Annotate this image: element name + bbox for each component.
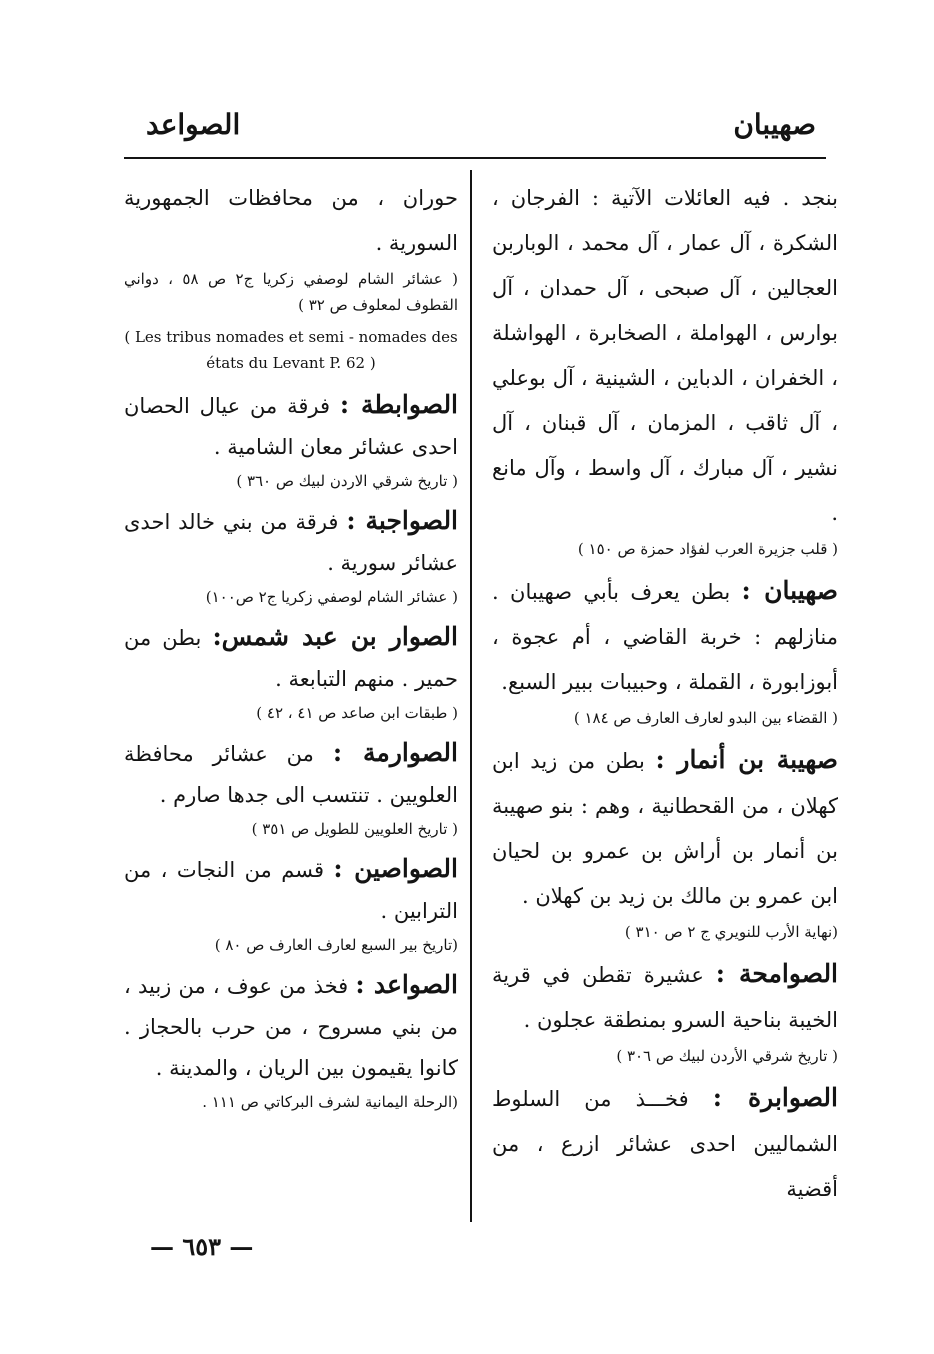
entry-headword: الصوابطة : — [339, 390, 459, 419]
entry — [492, 1075, 838, 1212]
entry-body: عشيرة تقطن في قرية الخيبة بناحية السرو بمنطقة عجلون . — [492, 963, 838, 1032]
citation: (الرحلة اليمانية لشرف البركاتي ص ١١١ . — [202, 1093, 458, 1111]
entry — [492, 568, 838, 705]
citation: ( عشائر الشام لوصفي زكريا ج٢ ص ٥٨ ، دواني القطوف لمعلوف ص ٣٢ ) — [124, 270, 458, 314]
running-head-left: الصواعد — [146, 108, 241, 141]
entry — [492, 737, 838, 919]
entry-headword: الصواعد : — [355, 970, 458, 999]
entry-headword: صهيبة بن أنمار : — [655, 745, 838, 774]
entry-headword: صهيبان : — [741, 576, 838, 605]
entry-continuation: حوران ، من محافظات الجمهورية السورية . — [124, 186, 458, 255]
entry-headword: الصوار بن عبد شمس: — [212, 622, 458, 651]
entry-headword: الصوارمة : — [332, 738, 458, 767]
entry-body: بطن من زيد ابن كهلان ، من القحطانية ، وهم : بنو صهيبة بن أنمار بن أراش بن عمرو بن لحيان ابن عمرو بن مالك بن زيد بن كهلان . — [492, 749, 838, 908]
entry-headword: الصواجبة : — [346, 506, 459, 535]
entry-body: قسم من النجات ، من الترابين . — [124, 858, 458, 923]
entry — [124, 964, 458, 1089]
entry — [124, 500, 458, 584]
entry-body: من عشائر محافظة العلويين . تنتسب الى جدها صارم . — [124, 742, 458, 807]
citation: ( القضاء بين البدو لعارف العارف ص ١٨٤ ) — [573, 709, 838, 727]
entry-body: فخـــذ من السلوط الشماليين احدى عشائر ازرع ، من أقضية — [492, 1087, 838, 1201]
right-column — [492, 176, 838, 1212]
entry-body: فرقة من عيال الحصان احدى عشائر معان الشامية . — [124, 394, 458, 459]
citation-french: ( Les tribus nomades et semi - nomades des états du Levant P. 62 ) — [124, 328, 458, 372]
entry-body: فرقة من بني خالد احدى عشائر سورية . — [124, 510, 458, 575]
citation: ( تاريخ شرقي الأردن لبيك ص ٣٠٦ ) — [616, 1047, 838, 1065]
entry-body: فخذ من عوف ، من زبيد ، من بني مسروح ، من حرب بالحجاز . كانوا يقيمون بين الريان ، والمدينة . — [124, 974, 458, 1080]
left-column — [124, 176, 458, 1121]
running-head-right: صهيبان — [733, 108, 816, 141]
page-number: — ٦٥٣ — — [150, 1232, 254, 1261]
entry — [124, 732, 458, 816]
citation: ( تاريخ العلويين للطويل ص ٣٥١ ) — [251, 820, 458, 838]
column-divider — [470, 170, 472, 1222]
entry — [492, 951, 838, 1043]
citation: (نهاية الأرب للنويري ج ٢ ص ٣١٠ ) — [624, 923, 838, 941]
entry-body: بطن يعرف بأبي صهيبان . منازلهم : خربة القاضي ، أم عجوة ، أبوزابورة ، القملة ، وحبيبات ببير السبع. — [492, 580, 838, 694]
citation: ( تاريخ شرقي الاردن لبيك ص ٣٦٠ ) — [236, 472, 458, 490]
entry-headword: الصوامحة : — [715, 959, 839, 988]
citation: ( طبقات ابن صاعد ص ٤١ ، ٤٢ ) — [256, 704, 458, 722]
entry — [124, 848, 458, 932]
citation: ( قلب جزيرة العرب لفؤاد حمزة ص ١٥٠ ) — [577, 540, 838, 558]
entry-headword: الصواصين : — [333, 854, 458, 883]
citation: (تاريخ بير السبع لعارف العارف ص ٨٠ ) — [214, 936, 458, 954]
header-rule — [124, 157, 826, 159]
entry-body: بطن من حمير . منهم التبابعة . — [124, 626, 458, 691]
entry-continuation: بنجد . فيه العائلات الآتية : الفرجان ، الشكرة ، آل عمار ، آل محمد ، الوباربن العجالين ، آل صبحى ، آل حمدان ، آل بوارس ، الهواملة ، الصخابرة ، الهواشلة ، الخفران ، الدباين ، الشينية ، آل بوعلي ، آل ثاقب ، المزمان ، آل قبنان ، آل نشير ، آل مبارك ، آل واسط ، وآل مانع . — [492, 186, 838, 525]
entry — [124, 384, 458, 468]
entry-headword: الصوابرة : — [712, 1083, 838, 1112]
citation: ( عشائر الشام لوصفي زكريا ج٢ ص١٠٠) — [205, 588, 458, 606]
entry — [124, 616, 458, 700]
